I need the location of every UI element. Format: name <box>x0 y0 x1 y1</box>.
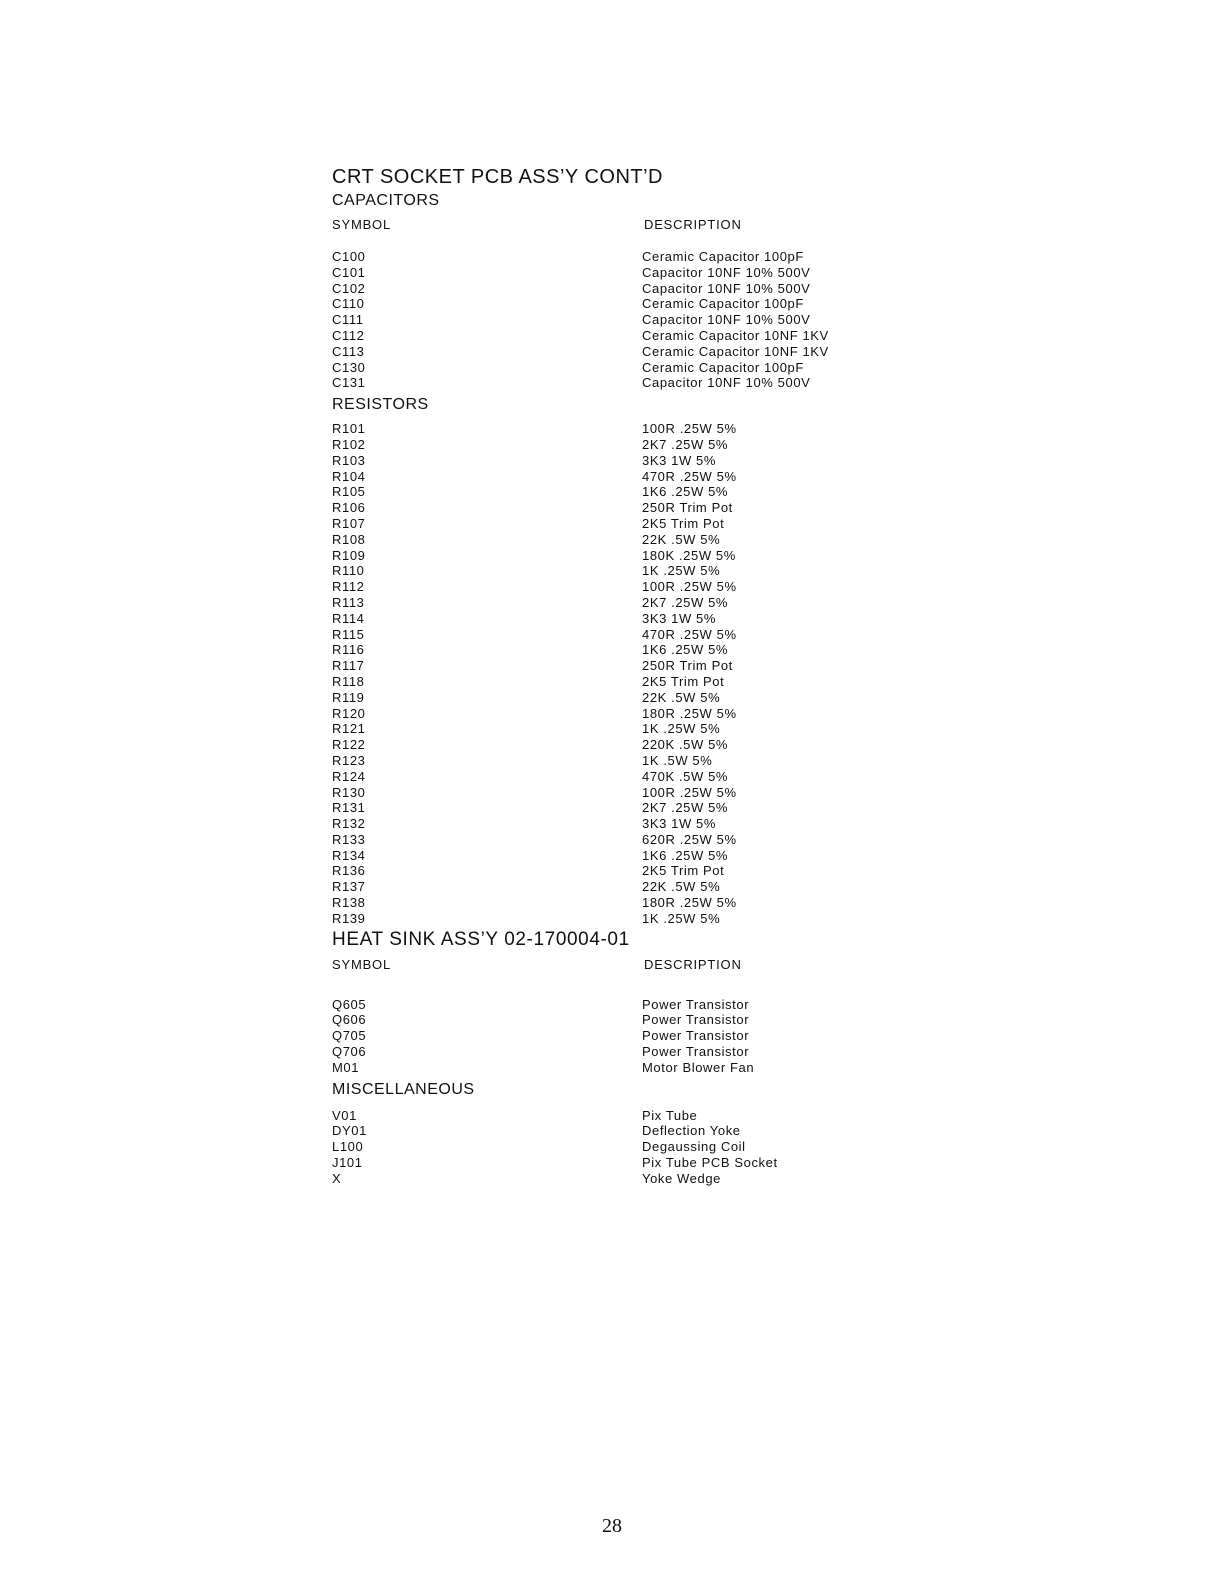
part-description: Power Transistor <box>642 996 750 1012</box>
table-row <box>332 706 892 722</box>
part-symbol: C102 <box>332 280 366 296</box>
part-description: 2K7 .25W 5% <box>642 594 729 610</box>
table-row <box>332 421 892 437</box>
part-description: Ceramic Capacitor 100pF <box>642 359 804 375</box>
capacitors-heading: CAPACITORS <box>332 192 440 209</box>
part-description: Power Transistor <box>642 1012 750 1028</box>
symbol-column-header: SYMBOL <box>332 956 391 972</box>
table-row <box>332 1171 892 1187</box>
part-symbol: R136 <box>332 863 366 879</box>
part-symbol: L100 <box>332 1139 364 1155</box>
resistors-heading: RESISTORS <box>332 396 429 414</box>
part-description: 180R .25W 5% <box>642 895 737 911</box>
part-description: 620R .25W 5% <box>642 831 737 847</box>
table-row <box>332 563 892 579</box>
table-row <box>332 1012 892 1028</box>
part-symbol: R130 <box>332 784 366 800</box>
part-description: Ceramic Capacitor 10NF 1KV <box>642 343 829 359</box>
part-symbol: C100 <box>332 249 366 264</box>
table-row <box>332 848 892 864</box>
part-symbol: R106 <box>332 500 366 516</box>
part-symbol: R108 <box>332 531 366 547</box>
table-row <box>332 627 892 643</box>
table-row <box>332 375 892 391</box>
part-symbol: R139 <box>332 910 366 926</box>
table-row <box>332 911 892 927</box>
part-symbol: R115 <box>332 626 365 642</box>
part-description: Capacitor 10NF 10% 500V <box>642 312 811 328</box>
table-row <box>332 800 892 816</box>
part-description: 2K5 Trim Pot <box>642 673 725 689</box>
part-description: Capacitor 10NF 10% 500V <box>642 375 811 391</box>
part-symbol: Q705 <box>332 1028 367 1044</box>
part-description: 1K .5W 5% <box>642 752 713 768</box>
table-row <box>332 265 892 281</box>
table-row <box>332 895 892 911</box>
capacitors-list <box>332 249 892 391</box>
description-column-header: DESCRIPTION <box>644 217 742 232</box>
part-symbol: C110 <box>332 296 365 312</box>
part-symbol: R118 <box>332 673 365 689</box>
part-description: Power Transistor <box>642 1044 750 1060</box>
part-description: 3K3 1W 5% <box>642 610 717 626</box>
table-row <box>332 500 892 516</box>
capacitors-column-headers <box>332 217 892 233</box>
part-symbol: C130 <box>332 359 366 375</box>
symbol-column-header: SYMBOL <box>332 217 391 232</box>
table-row <box>332 296 892 312</box>
part-description: 1K6 .25W 5% <box>642 484 729 500</box>
table-row <box>332 1028 892 1044</box>
part-description: 100R .25W 5% <box>642 579 737 595</box>
part-description: 3K3 1W 5% <box>642 452 717 468</box>
part-description: 1K .25W 5% <box>642 721 721 737</box>
part-description: 180R .25W 5% <box>642 705 737 721</box>
table-row <box>332 611 892 627</box>
table-row <box>332 281 892 297</box>
table-row <box>332 548 892 564</box>
heat-sink-list <box>332 997 892 1076</box>
heat-sink-column-headers <box>332 957 892 973</box>
description-column-header: DESCRIPTION <box>644 956 742 972</box>
part-description: Ceramic Capacitor 10NF 1KV <box>642 327 829 343</box>
part-symbol: Q606 <box>332 1012 367 1028</box>
table-row <box>332 879 892 895</box>
part-description: 2K7 .25W 5% <box>642 436 729 452</box>
part-symbol: Q605 <box>332 996 367 1012</box>
table-row <box>332 1155 892 1171</box>
part-description: 180K .25W 5% <box>642 547 736 563</box>
part-symbol: R113 <box>332 594 365 610</box>
part-description: 2K5 Trim Pot <box>642 515 725 531</box>
table-row <box>332 1044 892 1060</box>
part-symbol: R116 <box>332 642 365 658</box>
table-row <box>332 344 892 360</box>
part-description: 22K .5W 5% <box>642 689 721 705</box>
part-symbol: DY01 <box>332 1123 367 1139</box>
table-row <box>332 1060 892 1076</box>
part-description: Ceramic Capacitor 100pF <box>642 249 804 264</box>
part-symbol: R134 <box>332 847 366 863</box>
table-row <box>332 658 892 674</box>
table-row <box>332 785 892 801</box>
miscellaneous-list <box>332 1108 892 1187</box>
part-symbol: V01 <box>332 1107 357 1123</box>
part-description: Pix Tube <box>642 1107 698 1123</box>
part-symbol: C112 <box>332 327 365 343</box>
part-symbol: R105 <box>332 484 366 500</box>
table-row <box>332 737 892 753</box>
table-row <box>332 642 892 658</box>
table-row <box>332 516 892 532</box>
part-symbol: R119 <box>332 689 365 705</box>
table-row <box>332 1123 892 1139</box>
table-row <box>332 863 892 879</box>
parts-list <box>332 165 892 1187</box>
part-symbol: R109 <box>332 547 366 563</box>
part-description: 2K5 Trim Pot <box>642 863 725 879</box>
part-description: Capacitor 10NF 10% 500V <box>642 280 811 296</box>
resistors-list <box>332 421 892 927</box>
table-row <box>332 328 892 344</box>
part-symbol: R122 <box>332 737 366 753</box>
part-symbol: R137 <box>332 879 366 895</box>
part-description: Motor Blower Fan <box>642 1059 755 1075</box>
part-description: 100R .25W 5% <box>642 784 737 800</box>
table-row <box>332 816 892 832</box>
part-symbol: Q706 <box>332 1044 367 1060</box>
part-symbol: M01 <box>332 1059 360 1075</box>
table-row <box>332 312 892 328</box>
page-number: 28 <box>602 1515 622 1537</box>
part-description: 22K .5W 5% <box>642 531 721 547</box>
part-symbol: R112 <box>332 579 365 595</box>
part-symbol: R107 <box>332 515 366 531</box>
part-symbol: R124 <box>332 768 366 784</box>
table-row <box>332 595 892 611</box>
part-description: 1K .25W 5% <box>642 563 721 579</box>
table-row <box>332 532 892 548</box>
part-description: 470R .25W 5% <box>642 626 737 642</box>
part-symbol: R121 <box>332 721 366 737</box>
part-symbol: C131 <box>332 375 366 391</box>
table-row <box>332 721 892 737</box>
part-description: Degaussing Coil <box>642 1139 746 1155</box>
part-symbol: R132 <box>332 816 366 832</box>
table-row <box>332 360 892 376</box>
part-description: 470K .5W 5% <box>642 768 729 784</box>
table-row <box>332 769 892 785</box>
part-symbol: R114 <box>332 610 365 626</box>
table-row <box>332 469 892 485</box>
part-symbol: J101 <box>332 1155 363 1171</box>
table-row <box>332 1139 892 1155</box>
table-row <box>332 753 892 769</box>
part-description: 1K6 .25W 5% <box>642 847 729 863</box>
table-row <box>332 832 892 848</box>
part-symbol: R117 <box>332 658 365 674</box>
part-symbol: R138 <box>332 895 366 911</box>
part-description: Ceramic Capacitor 100pF <box>642 296 804 312</box>
part-symbol: R123 <box>332 752 366 768</box>
table-row <box>332 1108 892 1124</box>
part-description: 250R Trim Pot <box>642 500 733 516</box>
part-symbol: R131 <box>332 800 366 816</box>
part-symbol: C101 <box>332 264 366 280</box>
part-description: Yoke Wedge <box>642 1170 722 1186</box>
part-description: 2K7 .25W 5% <box>642 800 729 816</box>
table-row <box>332 997 892 1013</box>
part-description: 250R Trim Pot <box>642 658 733 674</box>
part-description: 1K6 .25W 5% <box>642 642 729 658</box>
table-row <box>332 437 892 453</box>
part-symbol: R104 <box>332 468 366 484</box>
part-symbol: C113 <box>332 343 365 359</box>
part-symbol: R120 <box>332 705 366 721</box>
part-description: 1K .25W 5% <box>642 910 721 926</box>
part-description: Power Transistor <box>642 1028 750 1044</box>
table-row <box>332 674 892 690</box>
part-description: 22K .5W 5% <box>642 879 721 895</box>
table-row <box>332 690 892 706</box>
part-symbol: X <box>332 1170 342 1186</box>
part-symbol: R133 <box>332 831 366 847</box>
part-description: Deflection Yoke <box>642 1123 741 1139</box>
part-description: 470R .25W 5% <box>642 468 737 484</box>
part-symbol: R103 <box>332 452 366 468</box>
table-row <box>332 579 892 595</box>
table-row <box>332 249 892 265</box>
part-symbol: R101 <box>332 421 366 437</box>
part-description: 3K3 1W 5% <box>642 816 717 832</box>
page-title: CRT SOCKET PCB ASS’Y CONT’D <box>332 166 663 188</box>
part-symbol: R110 <box>332 563 365 579</box>
part-description: 220K .5W 5% <box>642 737 729 753</box>
part-description: Pix Tube PCB Socket <box>642 1155 778 1171</box>
table-row <box>332 484 892 500</box>
part-symbol: R102 <box>332 436 366 452</box>
table-row <box>332 453 892 469</box>
part-symbol: C111 <box>332 312 364 328</box>
miscellaneous-heading: MISCELLANEOUS <box>332 1080 475 1098</box>
part-description: 100R .25W 5% <box>642 421 737 437</box>
part-description: Capacitor 10NF 10% 500V <box>642 264 811 280</box>
heat-sink-heading: HEAT SINK ASS’Y 02-170004-01 <box>332 928 630 950</box>
